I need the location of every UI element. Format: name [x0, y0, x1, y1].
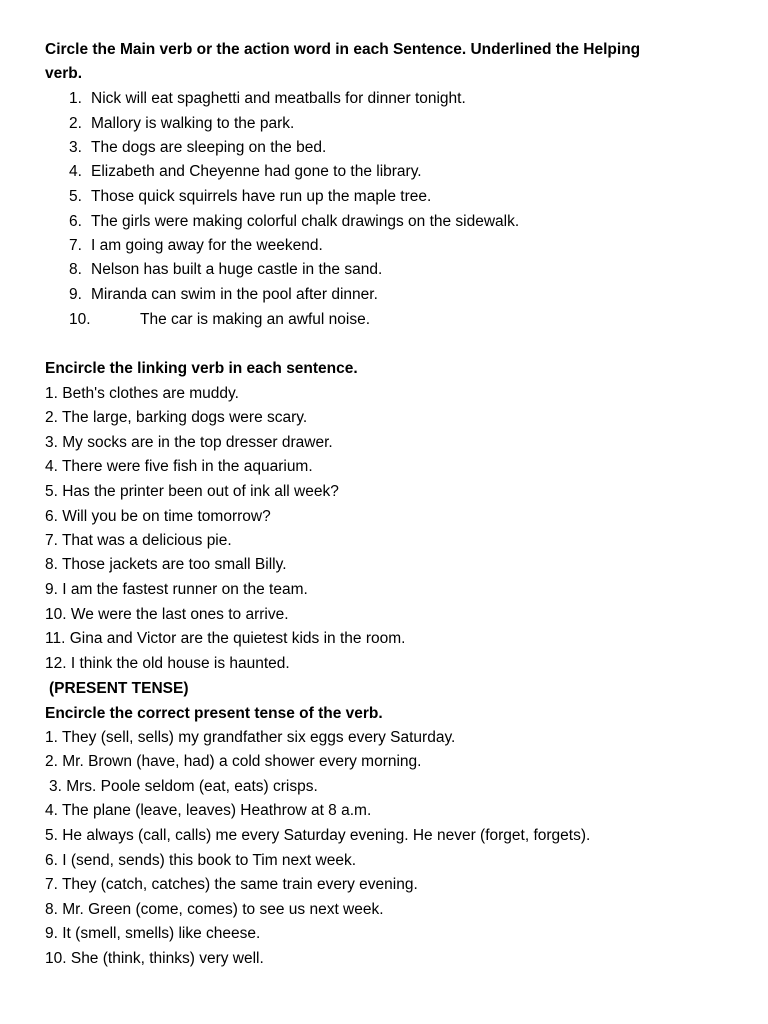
section2-heading: Encircle the linking verb in each sentence.	[45, 360, 358, 377]
list-item: 3. Mrs. Poole seldom (eat, eats) crisps.	[49, 778, 318, 795]
list-item-text: The dogs are sleeping on the bed.	[91, 139, 327, 156]
list-item	[69, 89, 466, 109]
list-item: 6. I (send, sends) this book to Tim next week.	[45, 852, 357, 869]
list-item	[69, 187, 431, 207]
list-item: 1. They (sell, sells) my grandfather six eggs every Saturday.	[45, 729, 456, 746]
list-item-text: Nelson has built a huge castle in the sand.	[91, 261, 383, 278]
list-item: 8. Mr. Green (come, comes) to see us next week.	[45, 901, 384, 918]
list-item: 2. The large, barking dogs were scary.	[45, 409, 308, 426]
list-item: 1. Beth's clothes are muddy.	[45, 385, 239, 402]
list-item: 7. That was a delicious pie.	[45, 532, 232, 549]
list-item	[69, 138, 326, 158]
list-item	[69, 114, 294, 134]
list-item-number: 9.	[69, 286, 82, 303]
list-item	[69, 260, 382, 280]
section3-label: (PRESENT TENSE)	[49, 680, 189, 697]
list-item-text: The girls were making colorful chalk drawings on the sidewalk.	[91, 213, 520, 230]
list-item: 4. The plane (leave, leaves) Heathrow at 8 a.m.	[45, 802, 372, 819]
list-item: 9. I am the fastest runner on the team.	[45, 581, 308, 598]
list-item	[69, 236, 323, 256]
section1-heading-line2: verb.	[45, 65, 83, 82]
list-item: 4. There were five fish in the aquarium.	[45, 458, 313, 475]
list-item-number: 4.	[69, 163, 82, 180]
list-item	[69, 212, 519, 232]
list-item-number: 7.	[69, 237, 82, 254]
section3-heading: Encircle the correct present tense of the verb.	[45, 705, 383, 722]
list-item: 2. Mr. Brown (have, had) a cold shower every morning.	[45, 753, 422, 770]
list-item-number: 6.	[69, 213, 82, 230]
list-item-number: 2.	[69, 115, 82, 132]
list-item	[69, 310, 370, 330]
list-item-number: 3.	[69, 139, 82, 156]
list-item: 5. He always (call, calls) me every Saturday evening. He never (forget, forgets).	[45, 827, 591, 844]
list-item: 10. She (think, thinks) very well.	[45, 950, 264, 967]
list-item: 6. Will you be on time tomorrow?	[45, 508, 271, 525]
list-item-text: Mallory is walking to the park.	[91, 115, 295, 132]
list-item	[69, 285, 378, 305]
list-item-number: 8.	[69, 261, 82, 278]
list-item: 3. My socks are in the top dresser drawer.	[45, 434, 333, 451]
list-item-text: Miranda can swim in the pool after dinner.	[91, 286, 378, 303]
list-item: 10. We were the last ones to arrive.	[45, 606, 289, 623]
list-item: 5. Has the printer been out of ink all week?	[45, 483, 339, 500]
list-item-text: Those quick squirrels have run up the maple tree.	[91, 188, 432, 205]
list-item-text: The car is making an awful noise.	[140, 311, 371, 328]
list-item: 9. It (smell, smells) like cheese.	[45, 925, 261, 942]
list-item-number: 10.	[69, 311, 91, 328]
list-item-text: Elizabeth and Cheyenne had gone to the library.	[91, 163, 422, 180]
section1-heading-line1: Circle the Main verb or the action word in each Sentence. Underlined the Helping	[45, 41, 641, 58]
list-item-text: Nick will eat spaghetti and meatballs for dinner tonight.	[91, 90, 466, 107]
list-item: 8. Those jackets are too small Billy.	[45, 556, 287, 573]
list-item: 12. I think the old house is haunted.	[45, 655, 290, 672]
list-item-number: 5.	[69, 188, 82, 205]
list-item: 11. Gina and Victor are the quietest kids in the room.	[45, 630, 406, 647]
list-item	[69, 162, 422, 182]
list-item-number: 1.	[69, 90, 82, 107]
list-item-text: I am going away for the weekend.	[91, 237, 323, 254]
list-item: 7. They (catch, catches) the same train every evening.	[45, 876, 418, 893]
